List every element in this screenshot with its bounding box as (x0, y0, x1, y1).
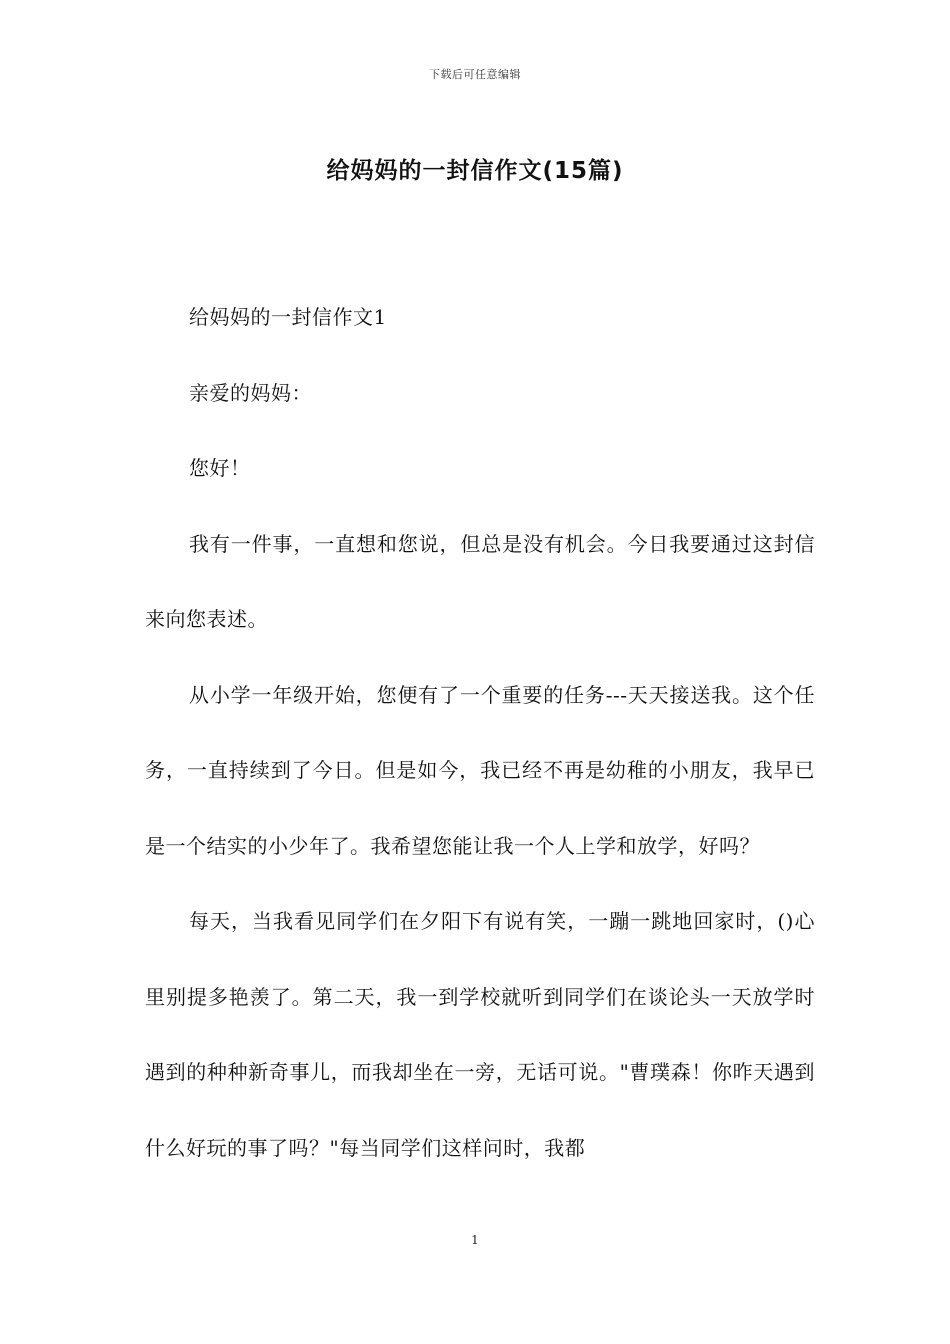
page-header-note: 下载后可任意编辑 (429, 68, 521, 81)
document-body (145, 280, 815, 1186)
paragraph-subtitle: 给妈妈的一封信作文1 (189, 305, 387, 329)
document-title: 给妈妈的一封信作文(15篇) (326, 158, 624, 184)
paragraph-greeting: 您好！ (189, 456, 251, 480)
page-number: 1 (471, 1233, 479, 1247)
paragraph-body: 从小学一年级开始，您便有了一个重要的任务---天天接送我。这个任务，一直持续到了今日。但是如今，我已经不再是幼稚的小朋友，我早已是一个结实的小少年了。我希望您能让我一个人上学和放学，好吗？ (145, 682, 815, 858)
paragraph-body: 每天，当我看见同学们在夕阳下有说有笑，一蹦一跳地回家时，()心里别提多艳羡了。第二天，我一到学校就听到同学们在谈论头一天放学时遇到的种种新奇事儿，而我却坐在一旁，无话可说。"曹璞森！你昨天遇到什么好玩的事了吗？"每当同学们这样问时，我都 (145, 909, 815, 1160)
paragraph-body: 我有一件事，一直想和您说，但总是没有机会。今日我要通过这封信来向您表述。 (145, 531, 815, 631)
paragraph-salutation: 亲爱的妈妈： (189, 380, 312, 405)
